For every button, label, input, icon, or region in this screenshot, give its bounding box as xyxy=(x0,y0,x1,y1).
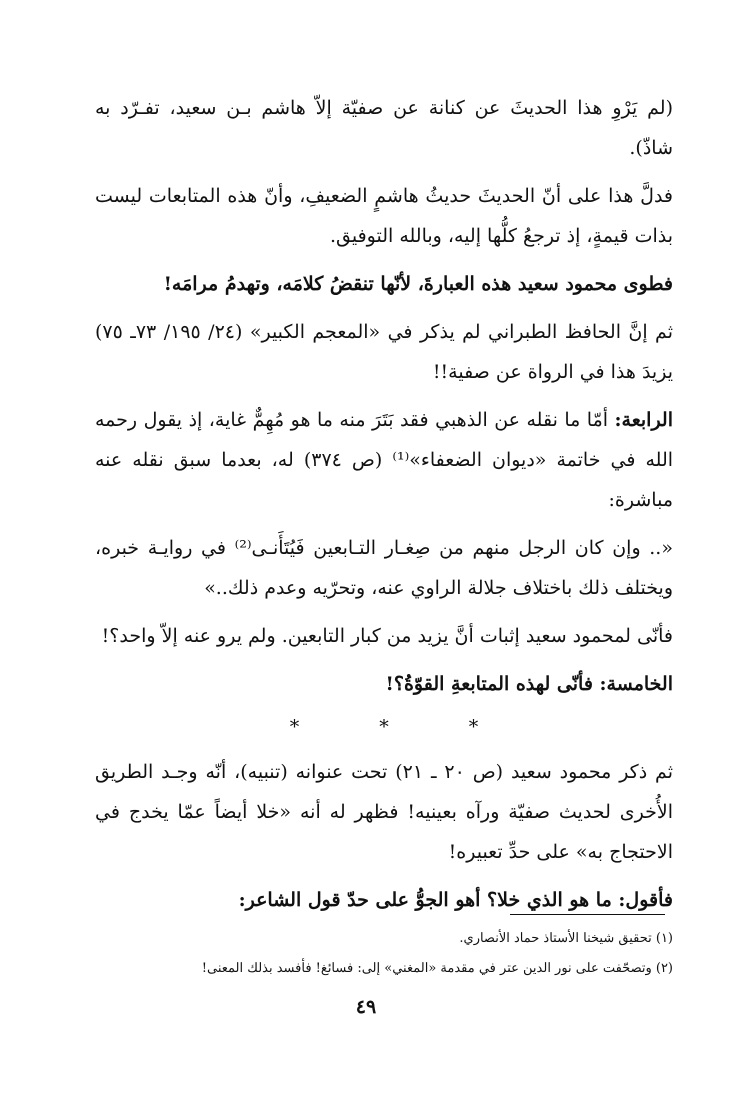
paragraph-5 xyxy=(95,400,673,520)
footnote-divider xyxy=(510,914,665,915)
main-text xyxy=(95,88,673,920)
footnote-2: (٢) وتصحّفت على نور الدين عتر في مقدمة «المغني» إلى: فسائغ! فأفسد بذلك المعنى! xyxy=(201,961,673,976)
label-fourth: الرابعة: xyxy=(614,409,673,431)
footnote-1: (١) تحقيق شيخنا الأستاذ حماد الأنصاري. xyxy=(459,931,673,946)
quote-paragraph: «.. وإن كان الرجل منهم من صِغـار التـابعين فَيُتَأَنـى⁽²⁾ في روايـة خبره، ويختلف ذلك باختلاف جلالة الراوي عنه، وتحرّيه وعدم ذلك..» xyxy=(95,537,673,599)
paragraph-8-text: فأنّى لهذه المتابعةِ القوّةُ؟! xyxy=(385,673,593,695)
label-fifth: الخامسة: xyxy=(599,673,673,695)
section-separator xyxy=(95,712,673,742)
paragraph-2: فدلَّ هذا على أنّ الحديثَ حديثُ هاشمٍ الضعيفِ، وأنّ هذه المتابعات ليست بذات قيمةٍ، إذ ترجعُ كلُّها إليه، وبالله التوفيق. xyxy=(95,185,673,247)
page-number: ٤٩ xyxy=(355,996,377,1018)
paragraph-7: فأنّى لمحمود سعيد إثبات أنَّ يزيد من كبار التابعين. ولم يرو عنه إلاّ واحد؟! xyxy=(101,625,673,647)
paragraph-8 xyxy=(95,664,673,704)
paragraph-10-text: ما هو الذي خلا؟ أهو الجوُّ على حدّ قول الشاعر: xyxy=(238,889,612,911)
footnotes xyxy=(95,924,673,984)
separator-star: * xyxy=(379,716,389,738)
paragraph-4: ثم إنَّ الحافظ الطبراني لم يذكر في «المعجم الكبير» (٢٤/ ١٩٥/ ٧٣ـ ٧٥) يزيدَ هذا في الرواة عن صفية!! xyxy=(95,321,673,383)
paragraph-1: (لم يَرْوِ هذا الحديثَ عن كنانة عن صفيّة إلاّ هاشم بـن سعيد، تفـرّد به شاذّ). xyxy=(95,97,673,159)
separator-star: * xyxy=(289,716,300,738)
label-i-say: فأقول: xyxy=(618,889,673,911)
paragraph-5-text: أمّا ما نقله عن الذهبي فقد بَتَرَ منه ما هو مُهِمٌّ غاية، إذ يقول رحمه الله في خاتمة «ديوان الضعفاء»⁽¹⁾ (ص ٣٧٤) له، بعدما سبق نقله عنه مباشرة: xyxy=(95,409,674,511)
paragraph-9: ثم ذكر محمود سعيد (ص ٢٠ ـ ٢١) تحت عنوانه (تنبيه)، أنّه وجـد الطريق الأُخرى لحديث صفيّة ورآه بعينيه! فظهر له أنه «خلا أيضاً عمّا يخدج في الاحتجاج به» على حدِّ تعبيره! xyxy=(95,761,673,863)
paragraph-3: فطوى محمود سعيد هذه العبارةَ، لأنّها تنقضُ كلامَه، وتهدمُ مرامَه! xyxy=(163,273,673,295)
separator-star: * xyxy=(468,716,479,738)
